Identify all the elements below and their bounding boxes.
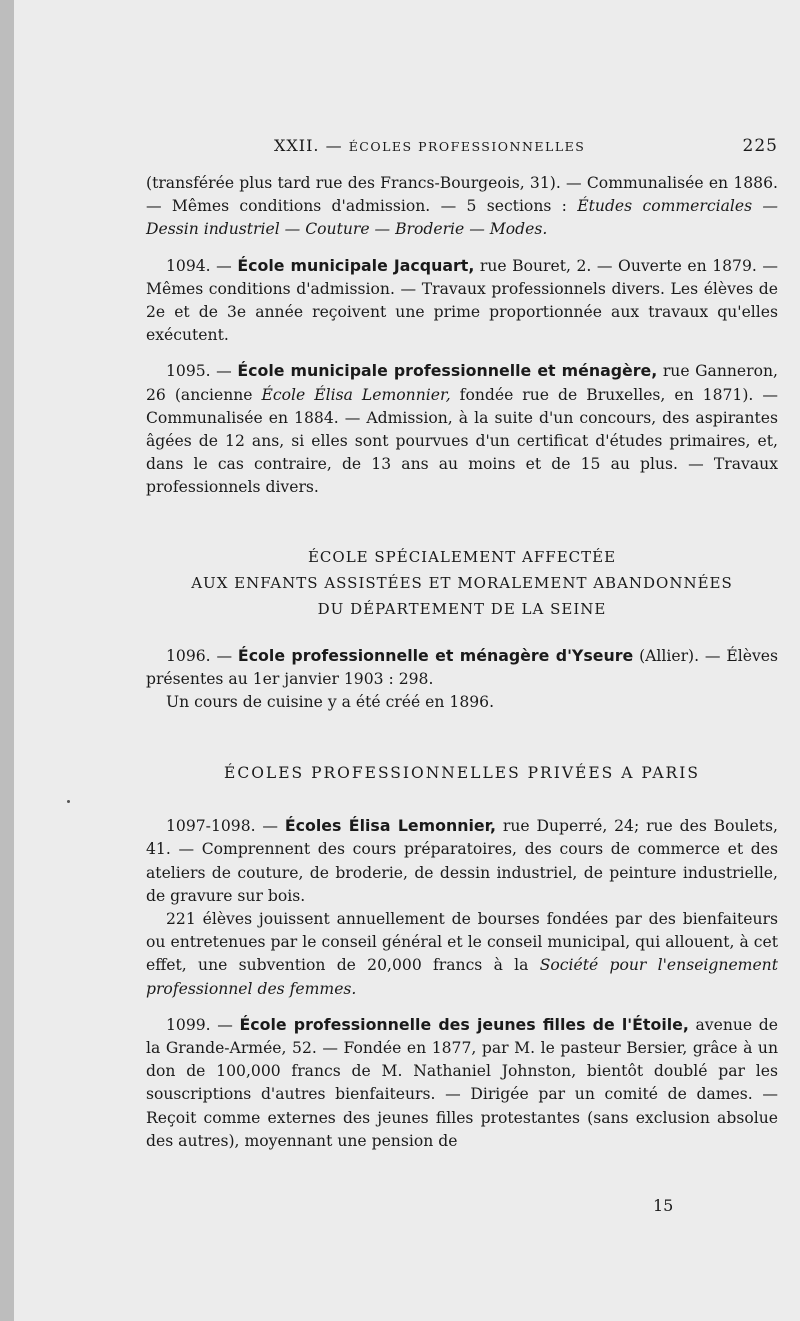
entry-1097-1098: 1097-1098. — Écoles Élisa Lemonnier, rue Duperré, 24; rue des Boulets, 41. — Comprennent des cours préparatoires, des cours de commerce et des ateliers de couture, de broderie, de dessin industriel, de peinture industrielle, de gravure sur bois. (146, 816, 779, 905)
section-heading-privees: ÉCOLES PROFESSIONNELLES PRIVÉES A PARIS (224, 764, 700, 783)
entry-title: École municipale professionnelle et ménagère, (237, 361, 658, 381)
entry-title: École professionnelle et ménagère d'Yseure (237, 645, 634, 665)
entry-title: Écoles Élisa Lemonnier, (284, 816, 497, 836)
entry-1096: 1096. — École professionnelle et ménagère d'Yseure (Allier). — Élèves présentes au 1er janvier 1903 : 298. (146, 645, 778, 688)
section-heading-assistees: ÉCOLE SPÉCIALEMENT AFFECTÉE AUX ENFANTS ASSISTÉES ET MORALEMENT ABANDONNÉES DU DÉPARTEMENT DE LA SEINE (191, 547, 733, 618)
entry-title: École professionnelle des jeunes filles de l'Étoile, (239, 1014, 689, 1034)
entry-1099: 1099. — École professionnelle des jeunes filles de l'Étoile, avenue de la Grande-Armée, 52. — Fondée en 1877, par M. le pasteur Bersier, grâce à un don de 100,000 francs de M. Nathaniel Johnston, bientôt doublé par les souscriptions d'autres bienfaiteurs. — Dirigée par un comité de dames. — Reçoit comme externes des jeunes filles protestantes (sans exclusion absolue des autres), moyennant une pension de (146, 1014, 778, 1150)
page-number: 225 (742, 136, 778, 156)
body-text (146, 172, 778, 1153)
signature-mark: 15 (653, 1196, 674, 1215)
entry-1095: 1095. — École municipale professionnelle et ménagère, rue Ganneron, 26 (ancienne École Élisa Lemonnier, fondée rue de Bruxelles, en 1871). — Communalisée en 1884. — Admission, à la suite d'un concours, des aspirantes âgées de 12 ans, si elles sont pourvues d'un certificat d'études primaires, et, dans le cas contraire, de 13 ans au moins et de 15 au plus. — Travaux professionnels divers. (146, 361, 778, 497)
page-left-edge (0, 0, 14, 1321)
chapter-number: XXII. — (274, 136, 349, 155)
continuation-paragraph: (transférée plus tard rue des Francs-Bourgeois, 31). — Communalisée en 1886. — Mêmes conditions d'admission. — 5 sections : Études commerciales — Dessin industriel — Couture — Broderie — Modes. (146, 174, 778, 239)
entry-1097-1098-bourses: 221 élèves jouissent annuellement de bourses fondées par des bienfaiteurs ou entretenues par le conseil général et le conseil municipal, qui allouent, à cet effet, une subvention de 20,000 francs à la Société pour l'enseignement professionnel des femmes. (146, 910, 778, 998)
section-title: ÉCOLES PROFESSIONNELLES (348, 139, 586, 154)
entry-1096-note: Un cours de cuisine y a été créé en 1896. (166, 693, 495, 712)
entry-1094: 1094. — École municipale Jacquart, rue Bouret, 2. — Ouverte en 1879. — Mêmes conditions d'admission. — Travaux professionnels divers. Les élèves de 2e et de 3e année reçoivent une prime proportionnée aux travaux qu'elles exécutent. (146, 255, 778, 345)
entry-title: École municipale Jacquart, (237, 255, 475, 275)
running-head (146, 136, 778, 158)
running-head-title (274, 136, 585, 155)
ink-speck (67, 800, 70, 803)
